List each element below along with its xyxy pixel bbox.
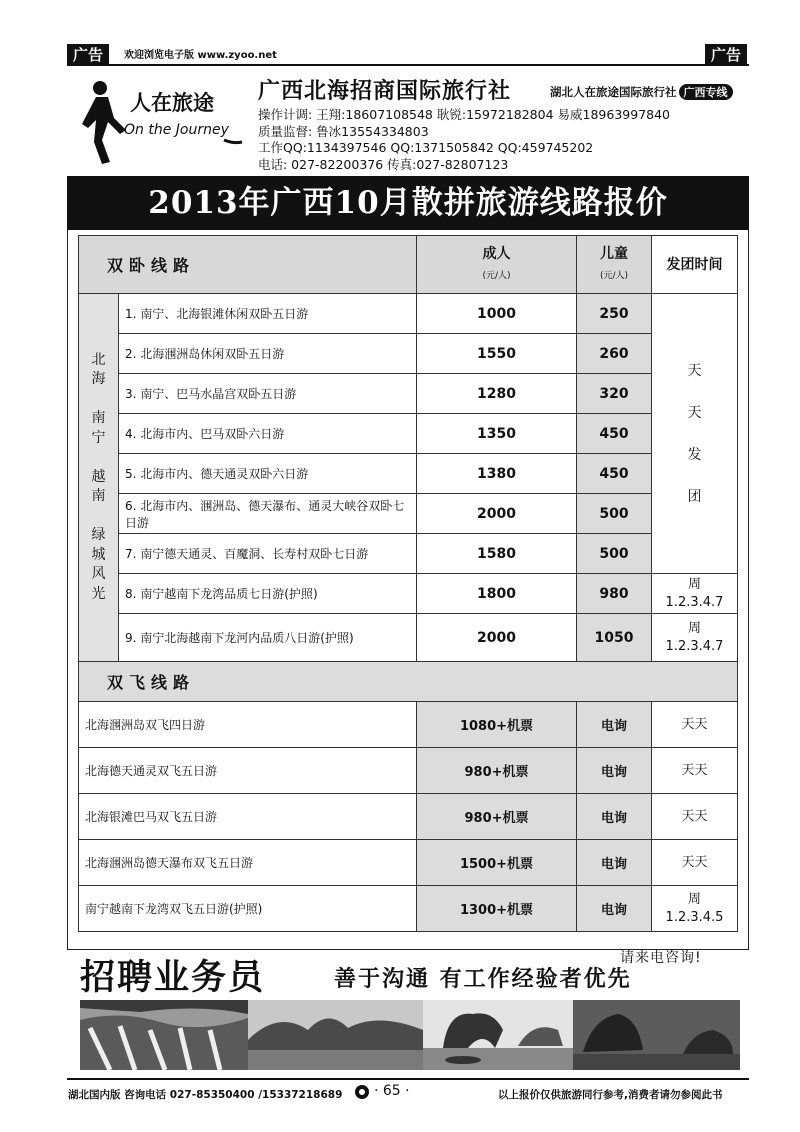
table-header-row: [79, 236, 738, 294]
table-row: [79, 886, 738, 932]
route-name: 5. 北海市内、德天通灵双卧六日游: [119, 454, 417, 494]
schedule-days: 1.2.3.4.7: [665, 638, 724, 654]
price-table: [78, 235, 738, 932]
karst-bay-photo: [248, 1000, 423, 1070]
schedule-text: 天天: [652, 794, 738, 840]
schedule-text: 天天: [652, 840, 738, 886]
table-row: [79, 414, 738, 454]
table-row: [79, 454, 738, 494]
top-divider: [67, 64, 749, 66]
region-char: 光: [91, 585, 106, 602]
schedule-label: 周: [687, 891, 701, 907]
col-sched-header: 发团时间: [652, 236, 738, 294]
adult-price: 1280: [417, 374, 577, 414]
section-title-sleeper: 双卧线路: [79, 236, 417, 294]
schedule-label: 周: [687, 576, 701, 592]
contact-block: [258, 107, 670, 173]
route-badge: 广西专线: [679, 84, 733, 100]
logo-cn-text: 人在旅途: [130, 90, 214, 115]
table-row: [79, 574, 738, 614]
region-char: [79, 507, 118, 527]
page-number: · 65 ·: [374, 1083, 410, 1099]
schedule-text: 天天: [652, 702, 738, 748]
child-price: 320: [577, 374, 652, 414]
adult-price: 1000: [417, 294, 577, 334]
child-price: 电询: [577, 702, 652, 748]
schedule-char: 天: [687, 404, 702, 421]
waterfall-photo: [80, 1000, 248, 1070]
footer-right: 以上报价仅供旅游同行参考,消费者请勿参阅此书: [498, 1089, 723, 1101]
col-child-unit: (元/人): [599, 270, 629, 281]
child-price: 500: [577, 534, 652, 574]
footer-left: 湖北国内版 咨询电话 027-85350400 /15337218689: [68, 1089, 343, 1101]
schedule-daily: [652, 294, 738, 574]
region-char: [79, 448, 118, 468]
schedule-char: 团: [687, 488, 702, 505]
adult-price: 1550: [417, 334, 577, 374]
contact-line: 工作QQ:1134397546 QQ:1371505842 QQ:459745202: [258, 140, 594, 155]
route-name: 3. 南宁、巴马水晶宫双卧五日游: [119, 374, 417, 414]
schedule-weekly: [652, 574, 738, 614]
table-row: [79, 534, 738, 574]
agency-name: 广西北海招商国际旅行社: [258, 78, 512, 104]
contact-line: 操作计调: 王翔:18607108548 耿锐:15972182804 易威18963997840: [258, 107, 670, 122]
journey-logo: [74, 70, 254, 170]
table-row: [79, 702, 738, 748]
region-label: [79, 294, 119, 662]
child-price: 250: [577, 294, 652, 334]
child-price: 电询: [577, 748, 652, 794]
consult-text: 请来电咨询!: [620, 950, 702, 966]
adult-price: 980+机票: [417, 748, 577, 794]
adult-price: 1300+机票: [417, 886, 577, 932]
contact-line: 质量监督: 鲁冰13554334803: [258, 123, 429, 139]
route-name: 8. 南宁越南下龙湾品质七日游(护照): [119, 574, 417, 614]
child-price: 电询: [577, 886, 652, 932]
schedule-text: 天天: [652, 748, 738, 794]
table-row: [79, 748, 738, 794]
region-char: 海: [91, 371, 106, 388]
region-char: [79, 390, 118, 410]
route-name: 9. 南宁北海越南下龙河内品质八日游(护照): [119, 614, 417, 662]
table-row: [79, 614, 738, 662]
bottom-divider: [67, 1078, 749, 1080]
agency-sub-text: 湖北人在旅途国际旅行社: [550, 85, 677, 99]
contact-line: 电话: 027-82200376 传真:027-82807123: [258, 156, 509, 172]
adult-price: 2000: [417, 614, 577, 662]
schedule-char: 天: [687, 362, 702, 379]
route-name: 北海银滩巴马双飞五日游: [79, 794, 417, 840]
route-name: 南宁越南下龙湾双飞五日游(护照): [79, 886, 417, 932]
runner-icon-head: [93, 81, 107, 95]
region-char: 宁: [91, 429, 106, 446]
adult-price: 1380: [417, 454, 577, 494]
col-adult-label: 成人: [482, 245, 511, 262]
sea-arch-photo: [423, 1000, 573, 1070]
region-char: 越: [91, 468, 106, 485]
route-name: 6. 北海市内、涠洲岛、德天瀑布、通灵大峡谷双卧七日游: [119, 494, 417, 534]
col-child-header: [577, 236, 652, 294]
table-row: [79, 334, 738, 374]
route-name: 4. 北海市内、巴马双卧六日游: [119, 414, 417, 454]
region-char: 南: [91, 410, 106, 427]
scenery-photo-strip: [80, 1000, 740, 1070]
region-char: 绿: [91, 527, 106, 544]
region-char: 南: [91, 488, 106, 505]
child-price: 260: [577, 334, 652, 374]
route-name: 2. 北海涠洲岛休闲双卧五日游: [119, 334, 417, 374]
adult-price: 2000: [417, 494, 577, 534]
region-char: 北: [91, 351, 106, 368]
adult-price: 1500+机票: [417, 840, 577, 886]
adult-price: 1580: [417, 534, 577, 574]
adult-price: 1350: [417, 414, 577, 454]
table-row: [79, 840, 738, 886]
child-price: 450: [577, 454, 652, 494]
route-name: 北海德天通灵双飞五日游: [79, 748, 417, 794]
child-price: 1050: [577, 614, 652, 662]
adult-price: 980+机票: [417, 794, 577, 840]
route-name: 北海涠洲岛德天瀑布双飞五日游: [79, 840, 417, 886]
table-row: [79, 494, 738, 534]
page-emblem-icon: [354, 1084, 370, 1100]
adult-price: 1080+机票: [417, 702, 577, 748]
child-price: 980: [577, 574, 652, 614]
section-title-flight: 双飞线路: [79, 662, 738, 702]
island-photo: [573, 1000, 740, 1070]
child-price: 500: [577, 494, 652, 534]
child-price: 电询: [577, 794, 652, 840]
runner-icon: [82, 97, 126, 164]
price-banner: 2013年广西10月散拼旅游线路报价: [67, 176, 749, 230]
welcome-text: 欢迎浏览电子版 www.zyoo.net: [124, 50, 277, 61]
table-row: [79, 794, 738, 840]
route-name: 北海涠洲岛双飞四日游: [79, 702, 417, 748]
child-price: 450: [577, 414, 652, 454]
ad-tag-right: 广告: [705, 44, 747, 66]
section-row-flight: [79, 662, 738, 702]
table-row: [79, 294, 738, 334]
ad-tag-left: 广告: [67, 44, 109, 66]
col-child-label: 儿童: [600, 245, 628, 262]
col-adult-unit: (元/人): [482, 270, 511, 281]
recruit-subtitle: 善于沟通 有工作经验者优先: [334, 967, 632, 992]
schedule-days: 1.2.3.4.7: [665, 594, 724, 610]
logo-en-text: On the Journey: [124, 122, 229, 138]
recruit-title: 招聘业务员: [80, 957, 266, 998]
route-name: 1. 南宁、北海银滩休闲双卧五日游: [119, 294, 417, 334]
table-row: [79, 374, 738, 414]
schedule-label: 周: [687, 620, 701, 636]
route-name: 7. 南宁德天通灵、百魔洞、长寿村双卧七日游: [119, 534, 417, 574]
schedule-days: 1.2.3.4.5: [665, 909, 724, 925]
schedule-weekly: [652, 886, 738, 932]
col-adult-header: [417, 236, 577, 294]
schedule-char: 发: [687, 446, 702, 463]
region-char: 风: [91, 566, 106, 583]
child-price: 电询: [577, 840, 652, 886]
agency-sub: [550, 84, 733, 100]
adult-price: 1800: [417, 574, 577, 614]
schedule-weekly: [652, 614, 738, 662]
region-char: 城: [91, 546, 106, 563]
